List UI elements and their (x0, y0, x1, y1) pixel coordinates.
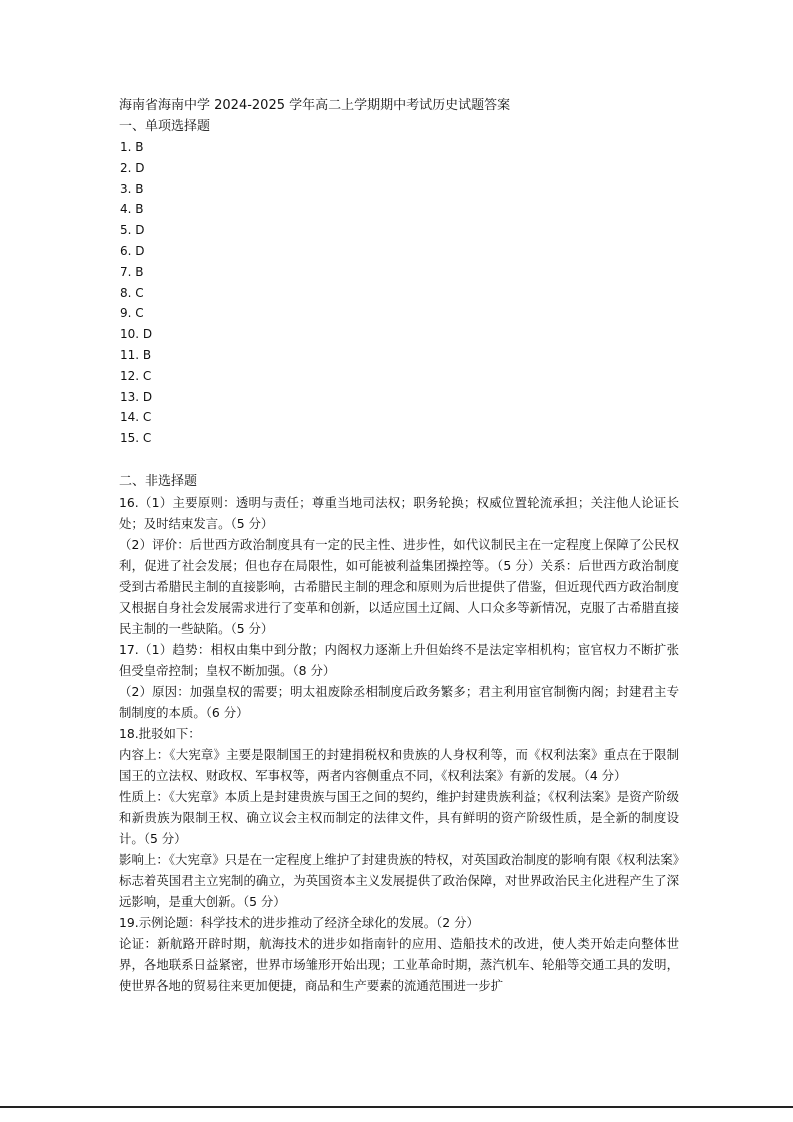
answer-item: 6. D (120, 243, 145, 258)
answer-item: 11. B (120, 347, 152, 362)
paragraph-q19-argument: 论证：新航路开辟时期，航海技术的进步如指南针的应用、造船技术的改进，使人类开始走向整体世界，各地联系日益紧密，世界市场雏形开始出现；工业革命时期，蒸汽机车、轮船等交通工具的发明，使世界各地的贸易往来更加便捷，商品和生产要素的流通范围进一步扩 (119, 935, 679, 993)
spacer (119, 449, 679, 471)
answer-item: 10. D (120, 327, 153, 342)
answer-item: 13. D (120, 389, 153, 404)
document-body (119, 95, 679, 996)
section2-heading: 二、非选择题 (119, 473, 198, 489)
answer-item: 1. B (120, 140, 144, 154)
answer-item: 4. B (120, 202, 144, 217)
paragraph-q19-topic: 19.示例论题：科学技术的进步推动了经济全球化的发展。（2 分） (119, 914, 479, 930)
answer-item: 14. C (120, 410, 152, 425)
paragraph-q16-part2: （2）评价：后世西方政治制度具有一定的民主性、进步性，如代议制民主在一定程度上保障了公民权利，促进了社会发展；但也存在局限性，如可能被利益集团操控等。（5 分）关系：后世西方政治制度受到古希腊民主制的直接影响，古希腊民主制的理念和原则为后世提供了借鉴，但近现代西方政治制度又根据自身社会发展需求进行了变革和创新，以适应国土辽阔、人口众多等新情况，克服了古希腊直接民主制的一些缺陷。（5 分） (119, 536, 679, 636)
page-bottom-divider (0, 1106, 793, 1108)
answer-item: 8. C (120, 285, 144, 300)
paragraph-q17-part2: （2）原因：加强皇权的需要；明太祖废除丞相制度后政务繁多；君主利用宦官制衡内阁；封建君主专制制度的本质。（6 分） (119, 683, 679, 720)
answer-item: 3. B (120, 181, 144, 196)
paragraph-q18-impact: 影响上：《大宪章》只是在一定程度上维护了封建贵族的特权，对英国政治制度的影响有限《权利法案》标志着英国君主立宪制的确立，为英国资本主义发展提供了政治保障，对世界政治民主化进程产生了深远影响，是重大创新。（5 分） (119, 851, 679, 909)
answer-list (119, 137, 679, 449)
answer-item: 12. C (120, 368, 152, 383)
document-title: 海南省海南中学 2024-2025 学年高二上学期期中考试历史试题答案 (119, 98, 511, 113)
paragraph-q18-intro: 18.批驳如下： (119, 725, 201, 741)
paragraph-q17-part1: 17.（1）趋势：相权由集中到分散；内阁权力逐渐上升但始终不是法定宰相机构；宦官权力不断扩张但受皇帝控制；皇权不断加强。（8 分） (119, 641, 679, 678)
answer-item: 7. B (120, 264, 144, 279)
answer-item: 2. D (120, 160, 145, 175)
paragraph-q18-content: 内容上：《大宪章》主要是限制国王的封建捐税权和贵族的人身权利等，而《权利法案》重点在于限制国王的立法权、财政权、军事权等，两者内容侧重点不同，《权利法案》有新的发展。（4 分） (119, 746, 679, 783)
paragraph-q18-nature: 性质上：《大宪章》本质上是封建贵族与国王之间的契约，维护封建贵族利益；《权利法案》是资产阶级和新贵族为限制王权、确立议会主权而制定的法律文件，具有鲜明的资产阶级性质，是全新的制度设计。（5 分） (119, 788, 679, 846)
section1-heading: 一、单项选择题 (119, 119, 211, 134)
answer-item: 5. D (120, 223, 145, 238)
answer-item: 9. C (120, 306, 144, 321)
answer-item: 15. C (120, 431, 152, 446)
paragraph-q16-part1: 16.（1）主要原则：透明与责任；尊重当地司法权；职务轮换；权威位置轮流承担；关注他人论证长处；及时结束发言。（5 分） (119, 494, 679, 531)
